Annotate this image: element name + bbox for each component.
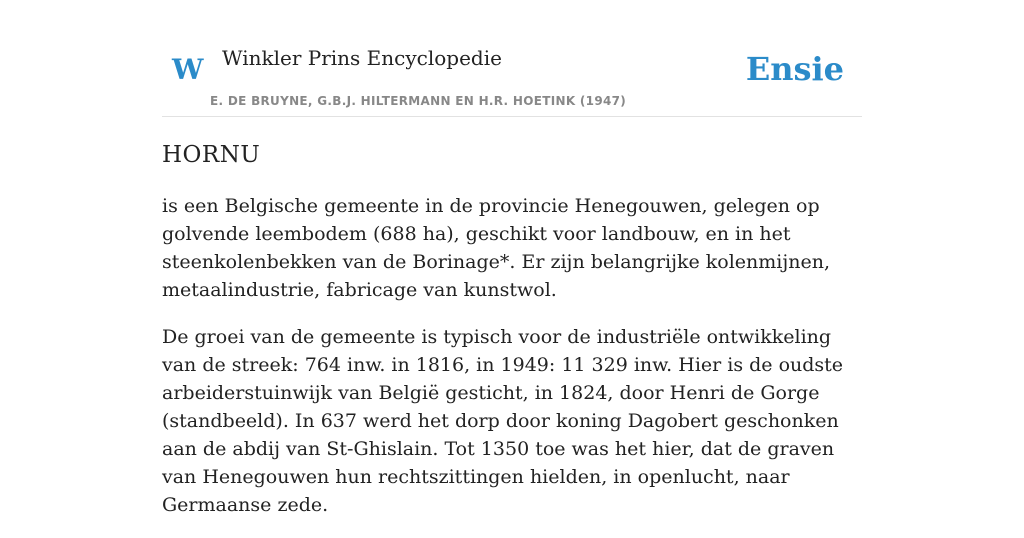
article-heading: HORNU: [162, 142, 261, 168]
ensie-logo[interactable]: Ensie: [745, 50, 844, 88]
article-paragraph: De groei van de gemeente is typisch voor de industriële ontwikkeling van de streek: 764 inw. in 1816, in 1949: 11 329 inw. Hier is de oudste arbeiderstuinwijk van België gesticht, in 1824, door Henri de Gorge (standbeeld). In 637 werd het dorp door koning Dagobert geschonken aan de abdij van St-Ghislain. Tot 1350 toe was het hier, dat de graven van Henegouwen hun rechtszittingen hielden, in openlucht, naar Germaanse zede.: [162, 326, 844, 516]
article-body: [162, 192, 862, 538]
encyclopedia-page: [162, 0, 862, 516]
article-paragraph: is een Belgische gemeente in de provincie Henegouwen, gelegen op golvende leembodem (688 ha), geschikt voor landbouw, en in het steenkolenbekken van de Borinage*. Er zijn belangrijke kolenmijnen, metaalindustrie, fabricage van kunstwol.: [162, 195, 831, 301]
page-header: [162, 0, 862, 117]
encyclopedia-authors: E. DE BRUYNE, G.B.J. HILTERMANN EN H.R. HOETINK (1947): [210, 94, 627, 108]
encyclopedia-title[interactable]: Winkler Prins Encyclopedie: [222, 46, 502, 70]
winkler-prins-logo[interactable]: W: [172, 53, 204, 86]
